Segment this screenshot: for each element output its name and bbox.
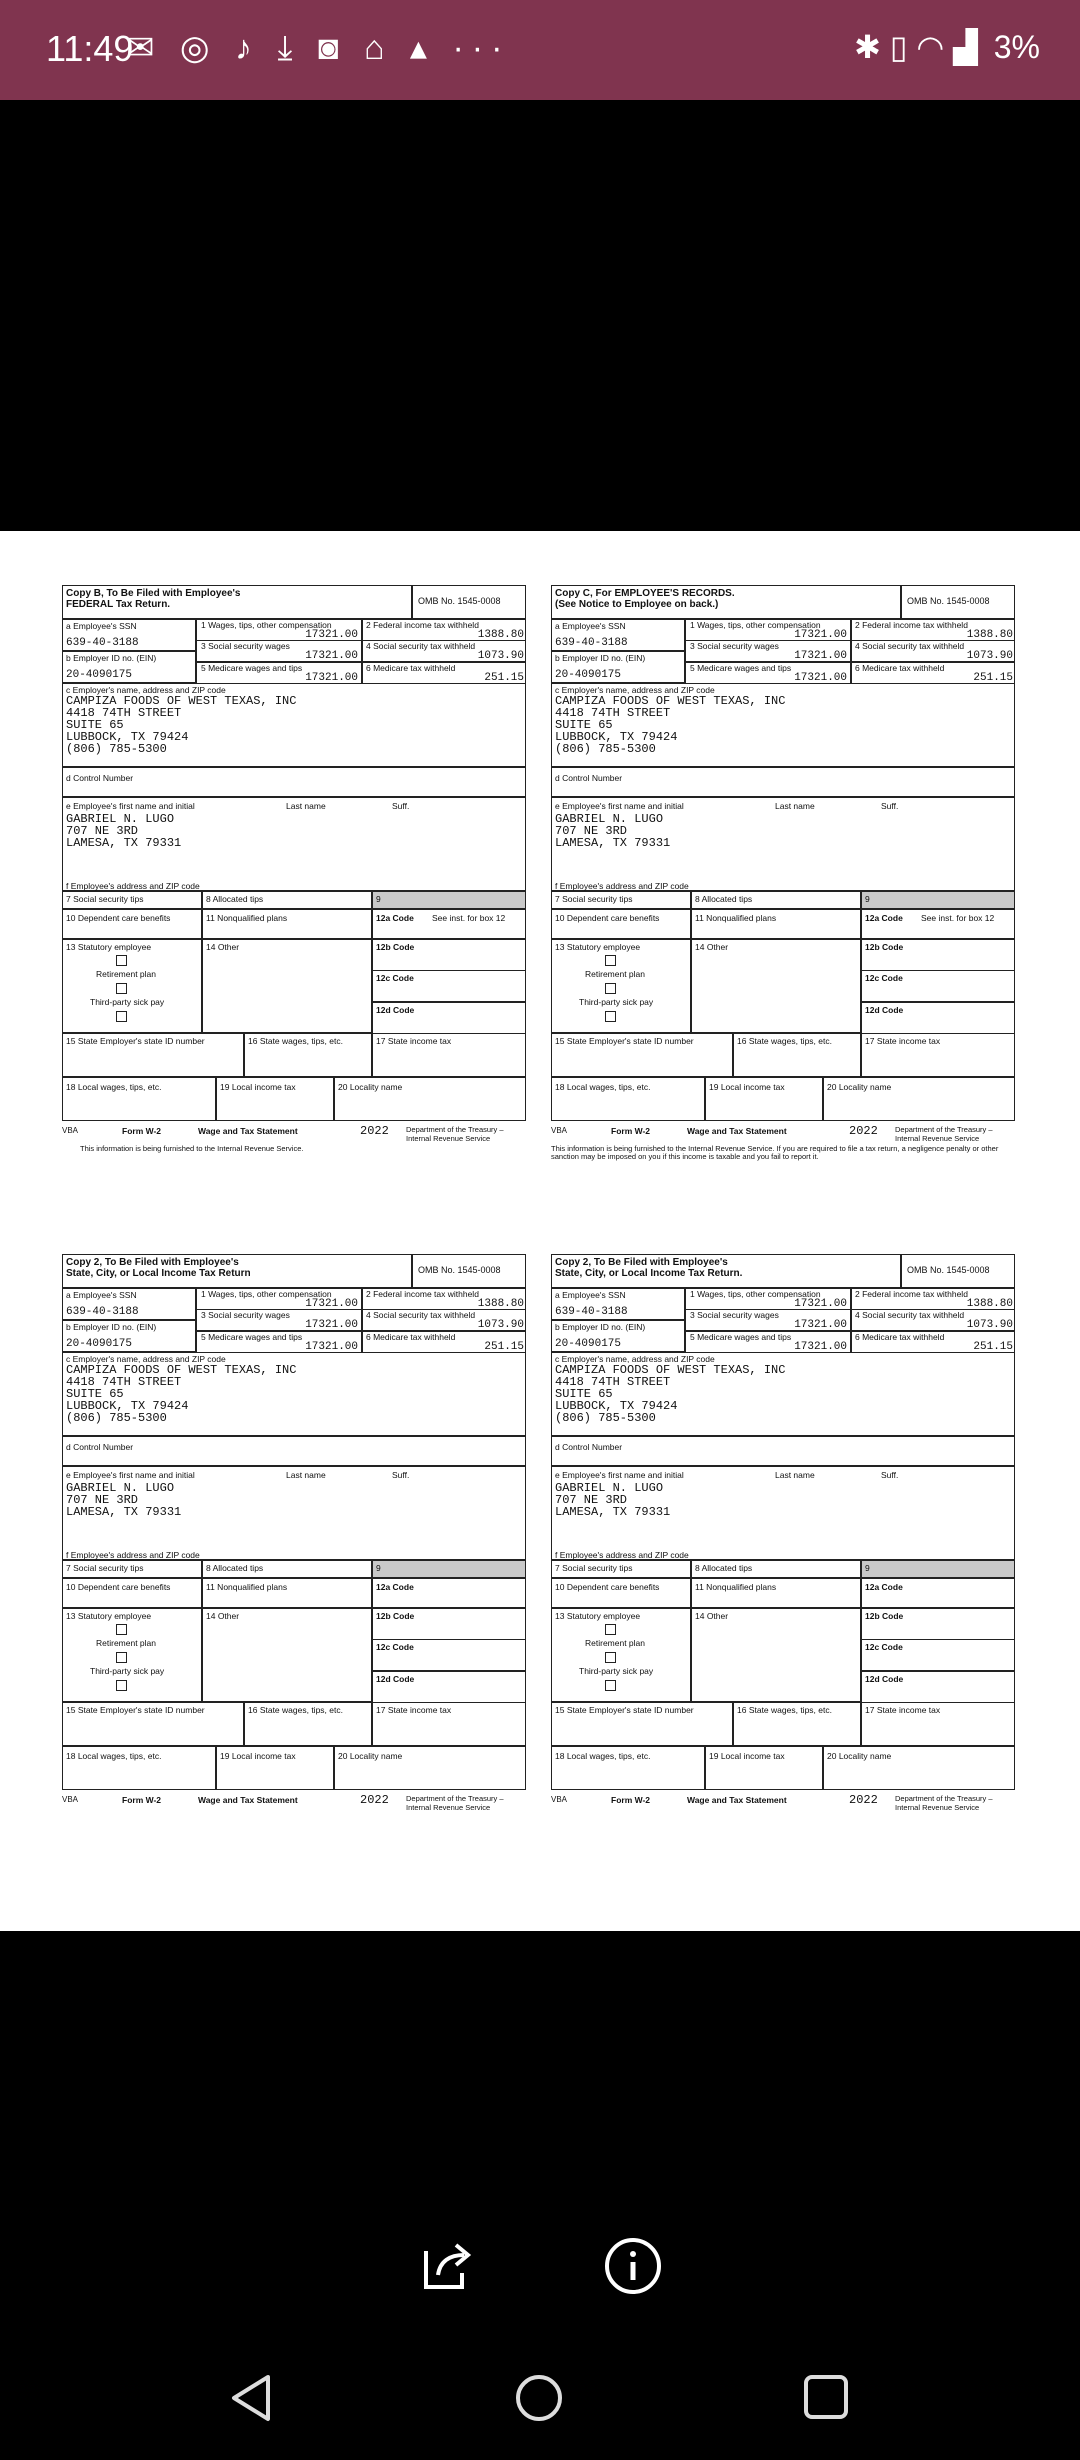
box-value: 17321.00 [305, 650, 358, 663]
box-label: 13 Statutory employee [66, 942, 152, 952]
box-value: 17321.00 [305, 629, 358, 641]
ssn-value: 639-40-3188 [66, 1306, 139, 1318]
ssn-value: 639-40-3188 [555, 1306, 628, 1318]
employee-address-label: f Employee's address and ZIP code [555, 881, 689, 891]
box-label: 9 [865, 1563, 870, 1573]
statutory-checkbox[interactable] [605, 1624, 616, 1635]
dept-label: Department of the Treasury – [895, 1125, 993, 1134]
ssn-value: 639-40-3188 [66, 637, 139, 649]
form-copy-title: Copy B, To Be Filed with Employee's [66, 588, 241, 599]
statutory-checkbox[interactable] [605, 955, 616, 966]
box-label: 5 Medicare wages and tips [201, 1331, 303, 1342]
dept-label: Department of the Treasury – [895, 1794, 993, 1803]
box-label: 7 Social security tips [66, 1563, 144, 1573]
box-value: 1073.90 [966, 1319, 1013, 1332]
box-label: 3 Social security wages [690, 641, 779, 652]
box-label: 7 Social security tips [66, 894, 144, 904]
box-label: 2 Federal income tax withheld [366, 620, 479, 630]
box-label: 16 State wages, tips, etc. [248, 1705, 343, 1715]
box-label: 19 Local income tax [709, 1082, 785, 1092]
box-label: 12b Code [376, 1611, 415, 1621]
employee-address: GABRIEL N. LUGO 707 NE 3RD LAMESA, TX 79331 [66, 1481, 182, 1519]
box-label: 8 Allocated tips [695, 1563, 753, 1573]
omb-number: OMB No. 1545-0008 [418, 1265, 501, 1275]
box-label: 5 Medicare wages and tips [201, 662, 303, 673]
box-value: 17321.00 [794, 1340, 847, 1353]
box-label: 15 State Employer's state ID number [66, 1705, 205, 1715]
box9-cell [861, 891, 1015, 909]
form-copy-title: Copy 2, To Be Filed with Employee's [66, 1257, 239, 1268]
box-label: 12d Code [376, 1004, 415, 1015]
box-label: 17 State income tax [376, 1036, 452, 1046]
footnote: This information is being furnished to the Internal Revenue Service. [80, 1144, 304, 1153]
box-label: 12d Code [865, 1004, 904, 1015]
form-copy-subtitle: (See Notice to Employee on back.) [555, 599, 719, 610]
box-value: 1388.80 [477, 1298, 524, 1310]
omb-number: OMB No. 1545-0008 [907, 1265, 990, 1275]
form-year: 2022 [849, 1793, 878, 1807]
ssn-label: a Employee's SSN [66, 621, 137, 631]
ein-value: 20-4090175 [66, 669, 133, 681]
box-label: 4 Social security tax withheld [366, 1310, 476, 1321]
box-label: 2 Federal income tax withheld [366, 1289, 479, 1299]
box-value: 17321.00 [305, 671, 358, 684]
box-label: Retirement plan [585, 969, 646, 979]
box-label: 17 State income tax [865, 1705, 941, 1715]
box-label: 12a Code [376, 1582, 414, 1592]
box-label: 17 State income tax [376, 1705, 452, 1715]
irs-label: Internal Revenue Service [406, 1803, 491, 1812]
box-label: 8 Allocated tips [206, 894, 264, 904]
employee-name-label: e Employee's first name and initial [555, 1470, 684, 1480]
system-status-icons: ✱ ▯ ◠ ▟ [854, 29, 978, 65]
w2-form [62, 1254, 528, 1874]
ssn-label: a Employee's SSN [66, 1290, 137, 1300]
control-label: d Control Number [66, 1442, 134, 1452]
employee-address-label: f Employee's address and ZIP code [555, 1550, 689, 1560]
form-w2-label: Form W-2 [122, 1126, 162, 1136]
form-year: 2022 [849, 1124, 878, 1138]
sickpay-checkbox[interactable] [605, 1680, 616, 1691]
box-label: Third-party sick pay [579, 1666, 654, 1676]
box-value: 17321.00 [305, 1340, 358, 1353]
box-label: 16 State wages, tips, etc. [737, 1036, 832, 1046]
box-label: 12c Code [376, 1642, 414, 1653]
box-label: 13 Statutory employee [555, 942, 641, 952]
box-label: 3 Social security wages [690, 1310, 779, 1321]
last-name-label: Last name [286, 801, 326, 811]
suffix-label: Suff. [392, 801, 410, 811]
box-label: 19 Local income tax [709, 1751, 785, 1761]
ein-label: b Employer ID no. (EIN) [66, 1322, 157, 1332]
wage-statement-label: Wage and Tax Statement [687, 1795, 787, 1805]
box-label: 14 Other [206, 942, 240, 952]
status-bar [0, 0, 1080, 100]
last-name-label: Last name [775, 801, 815, 811]
employee-name-label: e Employee's first name and initial [555, 801, 684, 811]
box-label: 10 Dependent care benefits [555, 913, 660, 923]
box-label: 20 Locality name [338, 1082, 403, 1092]
box-label: 12b Code [865, 1611, 904, 1621]
box-label: 7 Social security tips [555, 894, 633, 904]
box-value: 17321.00 [794, 1319, 847, 1332]
box9-cell [372, 891, 526, 909]
employer-address: CAMPIZA FOODS OF WEST TEXAS, INC 4418 74TH STREET SUITE 65 LUBBOCK, TX 79424 (806) 785-5300 [66, 694, 297, 756]
ssn-value: 639-40-3188 [555, 637, 628, 649]
ein-label: b Employer ID no. (EIN) [555, 1322, 646, 1332]
box-label: 18 Local wages, tips, etc. [555, 1751, 651, 1761]
box-label: Third-party sick pay [579, 997, 654, 1007]
ein-value: 20-4090175 [66, 1338, 133, 1350]
box-label: 20 Locality name [827, 1751, 892, 1761]
box-label: 3 Social security wages [201, 641, 290, 652]
employer-label: c Employer's name, address and ZIP code [555, 685, 715, 695]
box14-cell[interactable] [202, 1608, 372, 1702]
box-value: 1388.80 [477, 629, 524, 641]
wage-statement-label: Wage and Tax Statement [687, 1126, 787, 1136]
box-label: 12a Code [865, 913, 903, 923]
box-label: 1 Wages, tips, other compensation [201, 620, 332, 630]
retirement-checkbox[interactable] [116, 983, 127, 994]
box-label: 20 Locality name [338, 1751, 403, 1761]
box-label: 13 Statutory employee [555, 1611, 641, 1621]
box-label: 6 Medicare tax withheld [855, 1331, 945, 1342]
box-label: 9 [376, 894, 381, 904]
w2-document[interactable] [0, 531, 1080, 1931]
box-label: 8 Allocated tips [206, 1563, 264, 1573]
employer-address: CAMPIZA FOODS OF WEST TEXAS, INC 4418 74TH STREET SUITE 65 LUBBOCK, TX 79424 (806) 785-5300 [555, 1363, 786, 1425]
box12-note: See inst. for box 12 [432, 913, 506, 923]
box-label: 5 Medicare wages and tips [690, 1331, 792, 1342]
box-label: 12b Code [376, 942, 415, 952]
box-label: 6 Medicare tax withheld [366, 662, 456, 673]
share-icon[interactable] [418, 2237, 474, 2293]
box9-cell [372, 1560, 526, 1578]
box-label: 6 Medicare tax withheld [366, 1331, 456, 1342]
box-label: 1 Wages, tips, other compensation [201, 1289, 332, 1299]
box-label: 12d Code [376, 1673, 415, 1684]
box-label: 12d Code [865, 1673, 904, 1684]
box-label: 19 Local income tax [220, 1082, 296, 1092]
retirement-checkbox[interactable] [605, 1652, 616, 1663]
form-year: 2022 [360, 1124, 389, 1138]
irs-label: Internal Revenue Service [895, 1134, 980, 1143]
last-name-label: Last name [775, 1470, 815, 1480]
box-value: 17321.00 [794, 1298, 847, 1310]
box-label: 18 Local wages, tips, etc. [66, 1751, 162, 1761]
employee-address-label: f Employee's address and ZIP code [66, 881, 200, 891]
box-value: 1073.90 [477, 650, 524, 663]
box13-cell [62, 1608, 202, 1702]
box-label: 15 State Employer's state ID number [555, 1036, 694, 1046]
last-name-label: Last name [286, 1470, 326, 1480]
box-label: 9 [376, 1563, 381, 1573]
box-label: 1 Wages, tips, other compensation [690, 620, 821, 630]
box-label: 2 Federal income tax withheld [855, 620, 968, 630]
employee-address: GABRIEL N. LUGO 707 NE 3RD LAMESA, TX 79331 [66, 812, 182, 850]
box-label: 14 Other [206, 1611, 240, 1621]
box-label: 15 State Employer's state ID number [66, 1036, 205, 1046]
box-value: 17321.00 [305, 1298, 358, 1310]
vba-label: VBA [62, 1126, 79, 1135]
w2-form [551, 585, 1017, 1205]
box-label: 12b Code [865, 942, 904, 952]
box-label: 3 Social security wages [201, 1310, 290, 1321]
suffix-label: Suff. [881, 1470, 899, 1480]
notification-icons: ✉ ◎ ♪ ⤓ ◙ ⌂ ▴ ··· [126, 29, 511, 67]
box-label: 9 [865, 894, 870, 904]
form-w2-label: Form W-2 [122, 1795, 162, 1805]
irs-label: Internal Revenue Service [895, 1803, 980, 1812]
box-label: 11 Nonqualified plans [695, 1582, 777, 1592]
ein-label: b Employer ID no. (EIN) [555, 653, 646, 663]
box-value: 17321.00 [794, 629, 847, 641]
box-label: 4 Social security tax withheld [366, 641, 476, 652]
sickpay-checkbox[interactable] [116, 1011, 127, 1022]
employer-label: c Employer's name, address and ZIP code [66, 685, 226, 695]
home-nav-icon[interactable] [514, 2373, 564, 2435]
retirement-checkbox[interactable] [605, 983, 616, 994]
box-value: 17321.00 [794, 671, 847, 684]
employee-name-label: e Employee's first name and initial [66, 801, 195, 811]
box-value: 251.15 [484, 1340, 524, 1353]
viewer-background-top [0, 100, 1080, 530]
suffix-label: Suff. [392, 1470, 410, 1480]
box-label: 16 State wages, tips, etc. [737, 1705, 832, 1715]
w2-form [62, 585, 528, 1205]
wage-statement-label: Wage and Tax Statement [198, 1126, 298, 1136]
w2-form [551, 1254, 1017, 1874]
wage-statement-label: Wage and Tax Statement [198, 1795, 298, 1805]
statutory-checkbox[interactable] [116, 1624, 127, 1635]
box-label: Retirement plan [96, 1638, 157, 1648]
box-label: 13 Statutory employee [66, 1611, 152, 1621]
statutory-checkbox[interactable] [116, 955, 127, 966]
box-label: 12c Code [865, 973, 903, 984]
box-label: 20 Locality name [827, 1082, 892, 1092]
employer-address: CAMPIZA FOODS OF WEST TEXAS, INC 4418 74TH STREET SUITE 65 LUBBOCK, TX 79424 (806) 785-5300 [66, 1363, 297, 1425]
box-label: 5 Medicare wages and tips [690, 662, 792, 673]
box9-cell [861, 1560, 1015, 1578]
clock: 11:49 [46, 28, 134, 69]
box-value: 251.15 [484, 671, 524, 684]
box-value: 251.15 [973, 1340, 1013, 1353]
form-copy-subtitle: FEDERAL Tax Return. [66, 599, 171, 610]
footnote: This information is being furnished to the Internal Revenue Service. If you are required to file a tax return, a negligence penalty or other sanction may be imposed on you if this income is taxable and you fail to report it. [551, 1144, 999, 1161]
employee-address-label: f Employee's address and ZIP code [66, 1550, 200, 1560]
box-label: 10 Dependent care benefits [555, 1582, 660, 1592]
box-value: 1073.90 [966, 650, 1013, 663]
omb-number: OMB No. 1545-0008 [418, 596, 501, 606]
box-label: 2 Federal income tax withheld [855, 1289, 968, 1299]
box-label: 11 Nonqualified plans [206, 913, 288, 923]
box-label: 11 Nonqualified plans [695, 913, 777, 923]
box-label: 10 Dependent care benefits [66, 1582, 171, 1592]
control-label: d Control Number [555, 773, 623, 783]
irs-label: Internal Revenue Service [406, 1134, 491, 1143]
omb-number: OMB No. 1545-0008 [907, 596, 990, 606]
box-label: Retirement plan [96, 969, 157, 979]
control-label: d Control Number [66, 773, 134, 783]
form-copy-title: Copy 2, To Be Filed with Employee's [555, 1257, 728, 1268]
employer-label: c Employer's name, address and ZIP code [66, 1354, 226, 1364]
box-label: 18 Local wages, tips, etc. [555, 1082, 651, 1092]
box-value: 251.15 [973, 671, 1013, 684]
form-copy-subtitle: State, City, or Local Income Tax Return. [555, 1268, 743, 1279]
box12-note: See inst. for box 12 [921, 913, 995, 923]
ein-value: 20-4090175 [555, 1338, 622, 1350]
box13-cell [551, 939, 691, 1033]
box-label: 12c Code [865, 1642, 903, 1653]
battery-level: 3% [993, 28, 1040, 65]
vba-label: VBA [551, 1795, 568, 1804]
box-label: 12a Code [865, 1582, 903, 1592]
recents-nav-icon[interactable] [802, 2373, 850, 2433]
employer-label: c Employer's name, address and ZIP code [555, 1354, 715, 1364]
box-label: 1 Wages, tips, other compensation [690, 1289, 821, 1299]
retirement-checkbox[interactable] [116, 1652, 127, 1663]
form-w2-label: Form W-2 [611, 1126, 651, 1136]
employer-address: CAMPIZA FOODS OF WEST TEXAS, INC 4418 74TH STREET SUITE 65 LUBBOCK, TX 79424 (806) 785-5300 [555, 694, 786, 756]
box-label: 19 Local income tax [220, 1751, 296, 1761]
info-icon[interactable] [604, 2237, 662, 2295]
viewer-toolbar [0, 1931, 1080, 2460]
box-label: Retirement plan [585, 1638, 646, 1648]
vba-label: VBA [551, 1126, 568, 1135]
box-value: 1073.90 [477, 1319, 524, 1332]
dept-label: Department of the Treasury – [406, 1794, 504, 1803]
box-label: Third-party sick pay [90, 997, 165, 1007]
box-label: 4 Social security tax withheld [855, 1310, 965, 1321]
form-year: 2022 [360, 1793, 389, 1807]
employee-address: GABRIEL N. LUGO 707 NE 3RD LAMESA, TX 79331 [555, 812, 671, 850]
box-label: 12c Code [376, 973, 414, 984]
suffix-label: Suff. [881, 801, 899, 811]
dept-label: Department of the Treasury – [406, 1125, 504, 1134]
vba-label: VBA [62, 1795, 79, 1804]
control-label: d Control Number [555, 1442, 623, 1452]
box-value: 1388.80 [966, 629, 1013, 641]
employee-name-label: e Employee's first name and initial [66, 1470, 195, 1480]
ein-value: 20-4090175 [555, 669, 622, 681]
box14-cell[interactable] [691, 939, 861, 1033]
form-copy-title: Copy C, For EMPLOYEE'S RECORDS. [555, 588, 735, 599]
box13-cell [551, 1608, 691, 1702]
box-label: Third-party sick pay [90, 1666, 165, 1676]
box-label: 16 State wages, tips, etc. [248, 1036, 343, 1046]
box-label: 11 Nonqualified plans [206, 1582, 288, 1592]
box14-cell[interactable] [202, 939, 372, 1033]
ein-label: b Employer ID no. (EIN) [66, 653, 157, 663]
system-icons [854, 28, 1040, 66]
box-label: 7 Social security tips [555, 1563, 633, 1573]
box14-cell[interactable] [691, 1608, 861, 1702]
box-label: 17 State income tax [865, 1036, 941, 1046]
box-value: 1388.80 [966, 1298, 1013, 1310]
ssn-label: a Employee's SSN [555, 621, 626, 631]
box-value: 17321.00 [794, 650, 847, 663]
box-label: 10 Dependent care benefits [66, 913, 171, 923]
form-w2-label: Form W-2 [611, 1795, 651, 1805]
box-value: 17321.00 [305, 1319, 358, 1332]
sickpay-checkbox[interactable] [605, 1011, 616, 1022]
box-label: 12a Code [376, 913, 414, 923]
employee-address: GABRIEL N. LUGO 707 NE 3RD LAMESA, TX 79331 [555, 1481, 671, 1519]
box-label: 18 Local wages, tips, etc. [66, 1082, 162, 1092]
box13-cell [62, 939, 202, 1033]
box-label: 6 Medicare tax withheld [855, 662, 945, 673]
sickpay-checkbox[interactable] [116, 1680, 127, 1691]
form-copy-subtitle: State, City, or Local Income Tax Return [66, 1268, 251, 1279]
back-nav-icon[interactable] [228, 2373, 274, 2435]
box-label: 8 Allocated tips [695, 894, 753, 904]
box-label: 15 State Employer's state ID number [555, 1705, 694, 1715]
box-label: 14 Other [695, 1611, 729, 1621]
box-label: 14 Other [695, 942, 729, 952]
box-label: 4 Social security tax withheld [855, 641, 965, 652]
ssn-label: a Employee's SSN [555, 1290, 626, 1300]
